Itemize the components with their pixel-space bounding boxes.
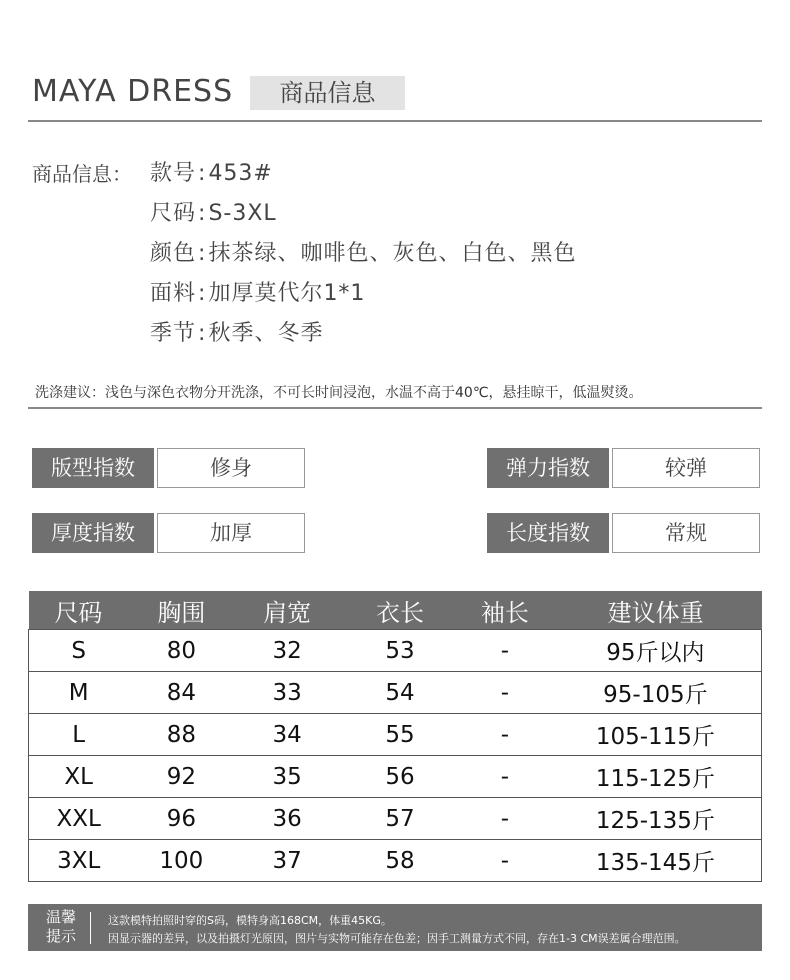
care-instructions: 洗涤建议：浅色与深色衣物分开洗涤，不可长时间浸泡，水温不高于40℃，悬挂晾干，低温熨烫。 bbox=[35, 385, 643, 401]
info-key: 面料 bbox=[150, 281, 197, 306]
table-row bbox=[29, 756, 762, 798]
size-table-header bbox=[29, 591, 762, 630]
header-length: 衣长 bbox=[340, 591, 460, 630]
cell-length: 54 bbox=[340, 672, 460, 714]
length-index-label: 长度指数 bbox=[487, 513, 609, 553]
cell-weight: 125-135斤 bbox=[550, 798, 762, 840]
info-row-color: 颜色:抹茶绿、咖啡色、灰色、白色、黑色 bbox=[150, 241, 577, 266]
header-shoulder: 肩宽 bbox=[234, 591, 340, 630]
cell-bust: 100 bbox=[128, 840, 234, 882]
cell-sleeve: - bbox=[460, 672, 550, 714]
cell-weight: 95斤以内 bbox=[550, 630, 762, 672]
thickness-index-label: 厚度指数 bbox=[32, 513, 154, 553]
notice-title-line2: 提示 bbox=[45, 927, 76, 945]
cell-size: 3XL bbox=[29, 840, 129, 882]
notice-banner bbox=[28, 904, 762, 951]
cell-weight: 105-115斤 bbox=[550, 714, 762, 756]
cell-length: 55 bbox=[340, 714, 460, 756]
size-table bbox=[28, 591, 762, 882]
cell-sleeve: - bbox=[460, 630, 550, 672]
table-row bbox=[29, 630, 762, 672]
cell-bust: 88 bbox=[128, 714, 234, 756]
info-key: 尺码 bbox=[150, 201, 197, 226]
info-row-fabric: 面料:加厚莫代尔1*1 bbox=[150, 281, 366, 306]
cell-length: 58 bbox=[340, 840, 460, 882]
cell-size: XL bbox=[29, 756, 129, 798]
brand-title: MAYA DRESS bbox=[32, 74, 234, 109]
header-size: 尺码 bbox=[29, 591, 129, 630]
info-value: 秋季、冬季 bbox=[208, 321, 324, 346]
section-tag: 商品信息 bbox=[250, 76, 405, 110]
header-weight: 建议体重 bbox=[550, 591, 762, 630]
cell-bust: 92 bbox=[128, 756, 234, 798]
notice-divider bbox=[90, 912, 91, 944]
info-row-style-number: 款号:453# bbox=[150, 161, 273, 186]
cell-shoulder: 37 bbox=[234, 840, 340, 882]
header-bust: 胸围 bbox=[128, 591, 234, 630]
notice-title bbox=[42, 908, 80, 946]
cell-bust: 96 bbox=[128, 798, 234, 840]
cell-length: 56 bbox=[340, 756, 460, 798]
cell-sleeve: - bbox=[460, 798, 550, 840]
cell-weight: 135-145斤 bbox=[550, 840, 762, 882]
header-sleeve: 袖长 bbox=[460, 591, 550, 630]
header-divider bbox=[28, 120, 762, 122]
cell-length: 57 bbox=[340, 798, 460, 840]
cell-bust: 84 bbox=[128, 672, 234, 714]
care-divider bbox=[28, 407, 762, 409]
info-key: 颜色 bbox=[150, 241, 197, 266]
cell-shoulder: 34 bbox=[234, 714, 340, 756]
fit-index-value: 修身 bbox=[157, 448, 305, 488]
notice-line-1: 这款模特拍照时穿的S码，模特身高168CM，体重45KG。 bbox=[108, 914, 392, 927]
cell-weight: 115-125斤 bbox=[550, 756, 762, 798]
cell-sleeve: - bbox=[460, 840, 550, 882]
thickness-index-value: 加厚 bbox=[157, 513, 305, 553]
cell-length: 53 bbox=[340, 630, 460, 672]
info-label: 商品信息： bbox=[32, 162, 132, 186]
elasticity-index-label: 弹力指数 bbox=[487, 448, 609, 488]
elasticity-index-value: 较弹 bbox=[612, 448, 760, 488]
table-row bbox=[29, 798, 762, 840]
cell-shoulder: 33 bbox=[234, 672, 340, 714]
info-value: S-3XL bbox=[208, 201, 277, 226]
cell-weight: 95-105斤 bbox=[550, 672, 762, 714]
info-key: 款号 bbox=[150, 161, 197, 186]
info-row-size: 尺码:S-3XL bbox=[150, 201, 277, 226]
table-row bbox=[29, 672, 762, 714]
cell-size: S bbox=[29, 630, 129, 672]
table-row bbox=[29, 840, 762, 882]
info-key: 季节 bbox=[150, 321, 197, 346]
length-index-value: 常规 bbox=[612, 513, 760, 553]
fit-index-label: 版型指数 bbox=[32, 448, 154, 488]
cell-shoulder: 35 bbox=[234, 756, 340, 798]
table-row bbox=[29, 714, 762, 756]
notice-line-2: 因显示器的差异，以及拍摄灯光原因，图片与实物可能存在色差；因手工测量方式不同，存在1-3 CM误差属合理范围。 bbox=[108, 932, 686, 945]
cell-sleeve: - bbox=[460, 714, 550, 756]
cell-size: L bbox=[29, 714, 129, 756]
info-row-season: 季节:秋季、冬季 bbox=[150, 321, 324, 346]
info-value: 453# bbox=[208, 161, 273, 186]
cell-shoulder: 36 bbox=[234, 798, 340, 840]
cell-bust: 80 bbox=[128, 630, 234, 672]
cell-size: M bbox=[29, 672, 129, 714]
notice-title-line1: 温馨 bbox=[45, 908, 76, 926]
cell-shoulder: 32 bbox=[234, 630, 340, 672]
cell-size: XXL bbox=[29, 798, 129, 840]
cell-sleeve: - bbox=[460, 756, 550, 798]
info-value: 加厚莫代尔1*1 bbox=[208, 281, 366, 306]
info-value: 抹茶绿、咖啡色、灰色、白色、黑色 bbox=[208, 241, 577, 266]
